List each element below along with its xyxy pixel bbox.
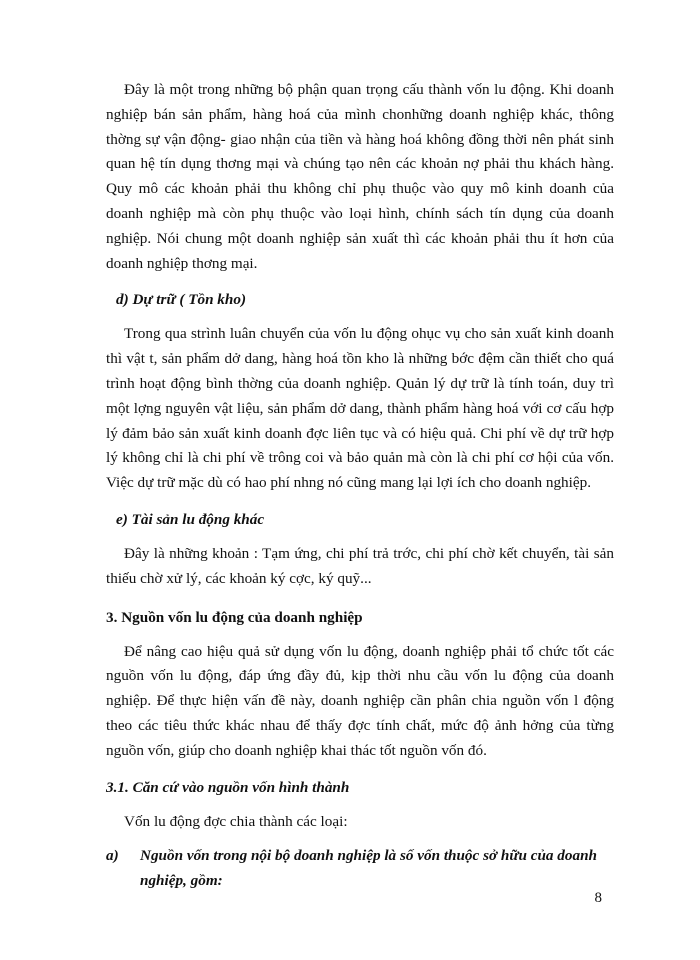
paragraph-classification-intro: Vốn lu động đợc chia thành các loại: bbox=[124, 812, 348, 830]
paragraph-working-capital-sources: Để nâng cao hiệu quả sử dụng vốn lu động, doanh nghiệp phải tổ chức tốt các nguồn vốn lu động, đáp ứng đầy đủ, kịp thời nhu cầu vốn lu động của doanh nghiệp. Để thực hiện vấn đề này, doanh nghiệp cần phân chia nguồn vốn l động theo các tiêu thức khác nhau để thấy đợc tính chất, mức độ ảnh hởng của từng nguồn vốn, giúp cho doanh nghiệp khai thác tốt nguồn vốn đó. bbox=[106, 642, 614, 759]
list-item-internal-capital bbox=[106, 844, 614, 894]
heading-working-capital-sources: 3. Nguồn vốn lu động của doanh nghiệp bbox=[106, 608, 363, 626]
page-number: 8 bbox=[594, 890, 602, 906]
heading-by-formation-source: 3.1. Căn cứ vào nguồn vốn hình thành bbox=[106, 778, 350, 796]
list-marker: a) bbox=[106, 847, 119, 865]
paragraph-inventory: Trong qua strình luân chuyển của vốn lu động ohục vụ cho sản xuất kinh doanh thì vật t, sản phẩm dở dang, hàng hoá tồn kho là những bớc đệm cần thiết cho quá trình hoạt động bình thờng của doanh nghiệp. Quản lý dự trữ là tính toán, duy trì một lợng nguyên vật liệu, sản phẩm dở dang, thành phẩm hàng hoá với cơ cấu hợp lý đảm bảo sản xuất kinh doanh đợc liên tục và có hiệu quả. Chi phí về dự trữ hợp lý không chỉ là chi phí về trông coi và bảo quản mà còn là chi phí cơ hội của vốn. Việc dự trữ mặc dù có hao phí nhng nó cũng mang lại lợi ích cho doanh nghiệp. bbox=[106, 325, 614, 492]
paragraph-other-current-assets: Đây là những khoản : Tạm ứng, chi phí trả trớc, chi phí chờ kết chuyển, tài sản thiếu chờ xử lý, các khoản ký cợc, ký quỹ... bbox=[106, 544, 614, 587]
paragraph-receivables: Đây là một trong những bộ phận quan trọng cấu thành vốn lu động. Khi doanh nghiệp bán sản phẩm, hàng hoá của mình chonhững doanh nghiệp khác, thông thờng sự vận động- giao nhận của tiền và hàng hoá không đồng thời nên phát sinh quan hệ tín dụng thơng mại và chúng tạo nên các khoản nợ phải thu khách hàng. Quy mô các khoản phải thu không chỉ phụ thuộc vào quy mô kinh doanh của doanh nghiệp mà còn phụ thuộc vào loại hình, chính sách tín dụng của doanh nghiệp. Nói chung một doanh nghiệp sản xuất thì các khoản phải thu ít hơn của doanh nghiệp thơng mại. bbox=[106, 81, 614, 272]
list-text: Nguồn vốn trong nội bộ doanh nghiệp là số vốn thuộc sở hữu của doanh nghiệp, gồm: bbox=[140, 847, 597, 890]
heading-inventory: d) Dự trữ ( Tồn kho) bbox=[116, 291, 246, 309]
heading-other-current-assets: e) Tài sản lu động khác bbox=[116, 510, 265, 528]
